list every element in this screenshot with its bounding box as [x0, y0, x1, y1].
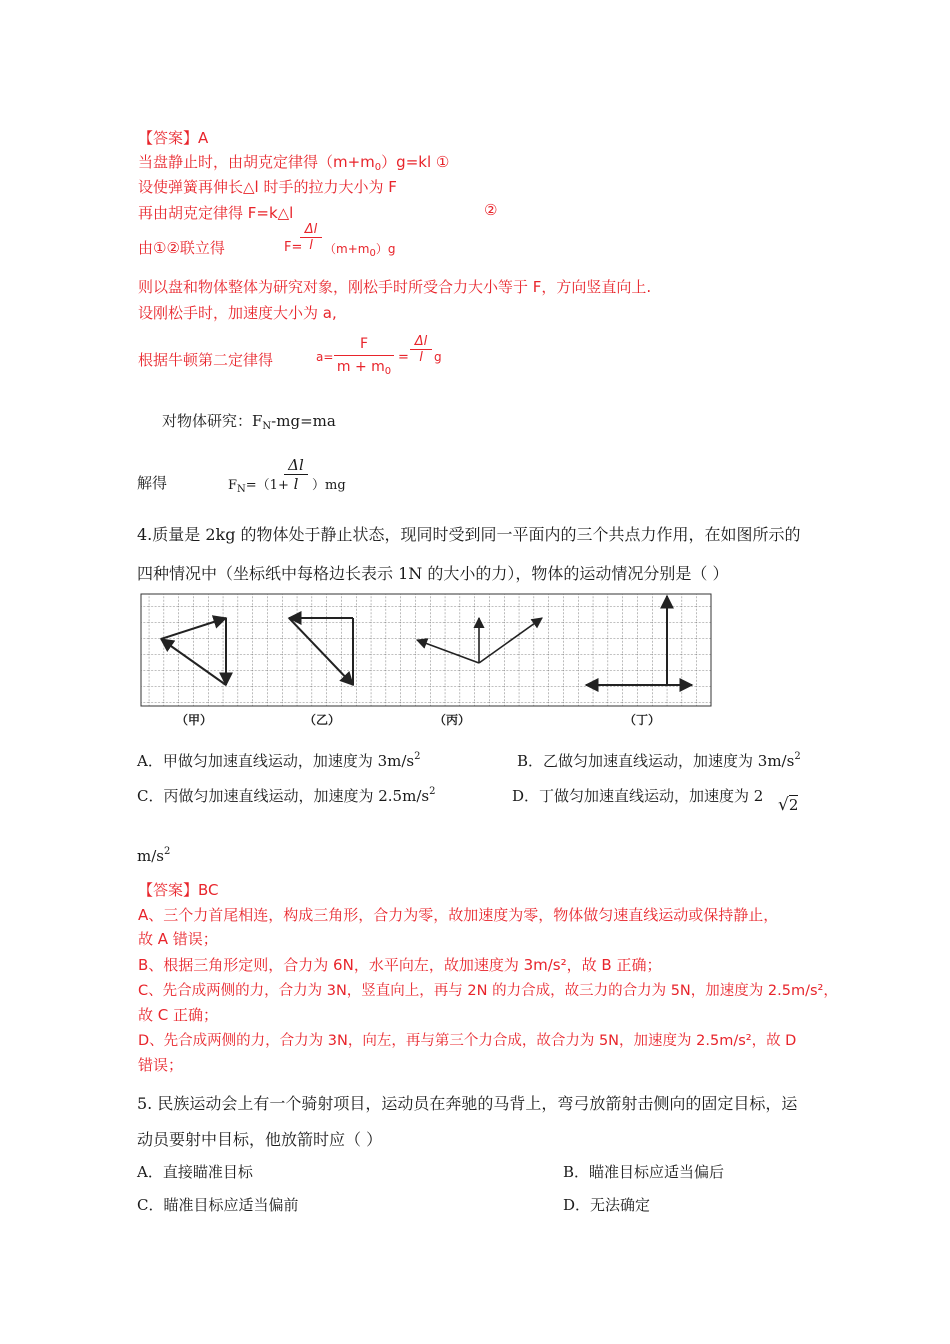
answer1-line2: 设使弹簧再伸长△l 时手的拉力大小为 F — [138, 178, 397, 196]
answer2-c1: C、先合成两侧的力，合力为 3N，竖直向上，再与 2N 的力合成，故三力的合力为 5N，加速度为 2.5m/s²， — [138, 983, 838, 999]
answer1-line3 — [138, 202, 293, 223]
answer2-c2: 故 C 正确； — [138, 1006, 219, 1024]
numerator: F — [359, 336, 369, 352]
numerator: Δl — [304, 222, 318, 237]
text: m/s — [137, 847, 164, 865]
numerator: Δl — [414, 334, 428, 349]
solve-label: 解得 — [137, 474, 168, 492]
q5-stem-line2: 动员要射中目标，他放箭时应（ ） — [137, 1130, 383, 1149]
circle-two-mark: ② — [484, 201, 498, 219]
label-bing: （丙） — [433, 713, 471, 727]
label-jia: （甲） — [175, 713, 213, 727]
answer2-b1: B、根据三角形定则，合力为 6N，水平向左，故加速度为 3m/s²，故 B 正确； — [138, 956, 662, 974]
fraction-F-over-m — [334, 336, 394, 377]
text: F — [228, 478, 238, 493]
label-ding: （丁） — [623, 713, 661, 727]
answer-head-2: 【答案】BC — [138, 881, 219, 899]
denominator: l — [284, 474, 308, 493]
q4-option-d[interactable] — [512, 785, 763, 806]
force-diagram-grids — [134, 590, 724, 730]
text: ）g — [375, 242, 396, 256]
denominator — [334, 355, 394, 377]
denominator: l — [300, 237, 322, 253]
text: C．丙做匀加速直线运动，加速度为 2.5m/s — [137, 787, 430, 805]
q5-option-d[interactable]: D．无法确定 — [563, 1196, 651, 1214]
superscript: 2 — [414, 751, 421, 762]
text: （m+m — [324, 242, 370, 256]
object-study-line — [162, 410, 336, 432]
numerator: Δl — [288, 456, 304, 474]
answer2-d1: D、先合成两侧的力，合力为 3N，向左，再与第三个力合成，故合力为 5N，加速度为 2.5m/s²，故 D — [138, 1033, 797, 1049]
text: 对物体研究：F — [162, 412, 263, 430]
answer2-a1: A、三个力首尾相连，构成三角形，合力为零，故加速度为零，物体做匀速直线运动或保持静止， — [138, 906, 779, 924]
sqrt-two: √2 — [778, 795, 799, 815]
text: -mg=ma — [271, 412, 336, 430]
subscript: 0 — [369, 248, 376, 259]
answer1-line6: 设刚松手时，加速度大小为 a, — [138, 304, 337, 322]
answer1-line1 — [138, 151, 449, 173]
q5-option-c[interactable]: C．瞄准目标应适当偏前 — [137, 1196, 299, 1214]
q4-stem-line1: 4.质量是 2kg 的物体处于静止状态，现同时受到同一平面内的三个共点力作用，在如图所示的 — [137, 525, 801, 544]
superscript: 2 — [163, 846, 171, 857]
answer1-line7-g: g — [434, 350, 442, 364]
fraction-dl-over-l-2 — [410, 334, 432, 365]
answer-head-1: 【答案】A — [138, 129, 209, 147]
subscript: N — [262, 421, 272, 432]
superscript: 2 — [429, 786, 436, 797]
text: ）g=kl ① — [381, 153, 450, 171]
q4-option-a[interactable] — [137, 750, 421, 771]
fraction-dl-over-l — [300, 222, 322, 253]
answer2-a2: 故 A 错误； — [138, 930, 218, 948]
text: 当盘静止时，由胡克定律得（m+m — [138, 153, 375, 171]
q4-option-d-unit — [137, 846, 170, 865]
radicand: 2 — [788, 796, 799, 814]
q4-option-c[interactable] — [137, 785, 435, 806]
q4-stem-line2: 四种情况中（坐标纸中每格边长表示 1N 的大小的力），物体的运动情况分别是（ ） — [137, 564, 729, 583]
q5-option-b[interactable]: B．瞄准目标应适当偏后 — [563, 1163, 725, 1181]
answer1-line7-a: a= — [316, 350, 334, 364]
text: 再由胡克定律得 F=k△l — [138, 204, 294, 222]
answer2-d2: 错误； — [138, 1056, 184, 1074]
subscript: 0 — [374, 162, 382, 173]
answer1-line4-F: F= — [284, 240, 303, 255]
answer1-line4-label: 由①②联立得 — [138, 239, 225, 257]
solve-fn — [228, 474, 289, 495]
answer1-line7-label: 根据牛顿第二定律得 — [138, 351, 274, 369]
answer1-line5: 则以盘和物体整体为研究对象，刚松手时所受合力大小等于 F，方向竖直向上. — [138, 278, 652, 296]
fraction-dl-over-l-3 — [284, 456, 308, 493]
denominator: l — [410, 349, 432, 365]
q5-stem-line1: 5. 民族运动会上有一个骑射项目，运动员在奔驰的马背上，弯弓放箭射击侧向的固定目标，运 — [137, 1094, 798, 1113]
text: B．乙做匀加速直线运动，加速度为 3m/s — [517, 752, 795, 770]
text: D．丁做匀加速直线运动，加速度为 2 — [512, 787, 764, 805]
text: m + m — [336, 359, 385, 375]
q4-option-b[interactable] — [517, 750, 801, 771]
superscript: 2 — [794, 751, 801, 762]
label-yi: （乙） — [303, 713, 341, 727]
subscript: N — [237, 484, 246, 495]
text: =（1+ — [245, 478, 289, 493]
answer1-line7-eq: = — [398, 350, 409, 365]
q5-option-a[interactable]: A．直接瞄准目标 — [137, 1163, 253, 1181]
solve-fn-end: ）mg — [312, 478, 346, 493]
answer1-line4-tail — [324, 240, 395, 259]
text: A．甲做匀加速直线运动，加速度为 3m/s — [137, 752, 415, 770]
subscript: 0 — [384, 366, 392, 377]
